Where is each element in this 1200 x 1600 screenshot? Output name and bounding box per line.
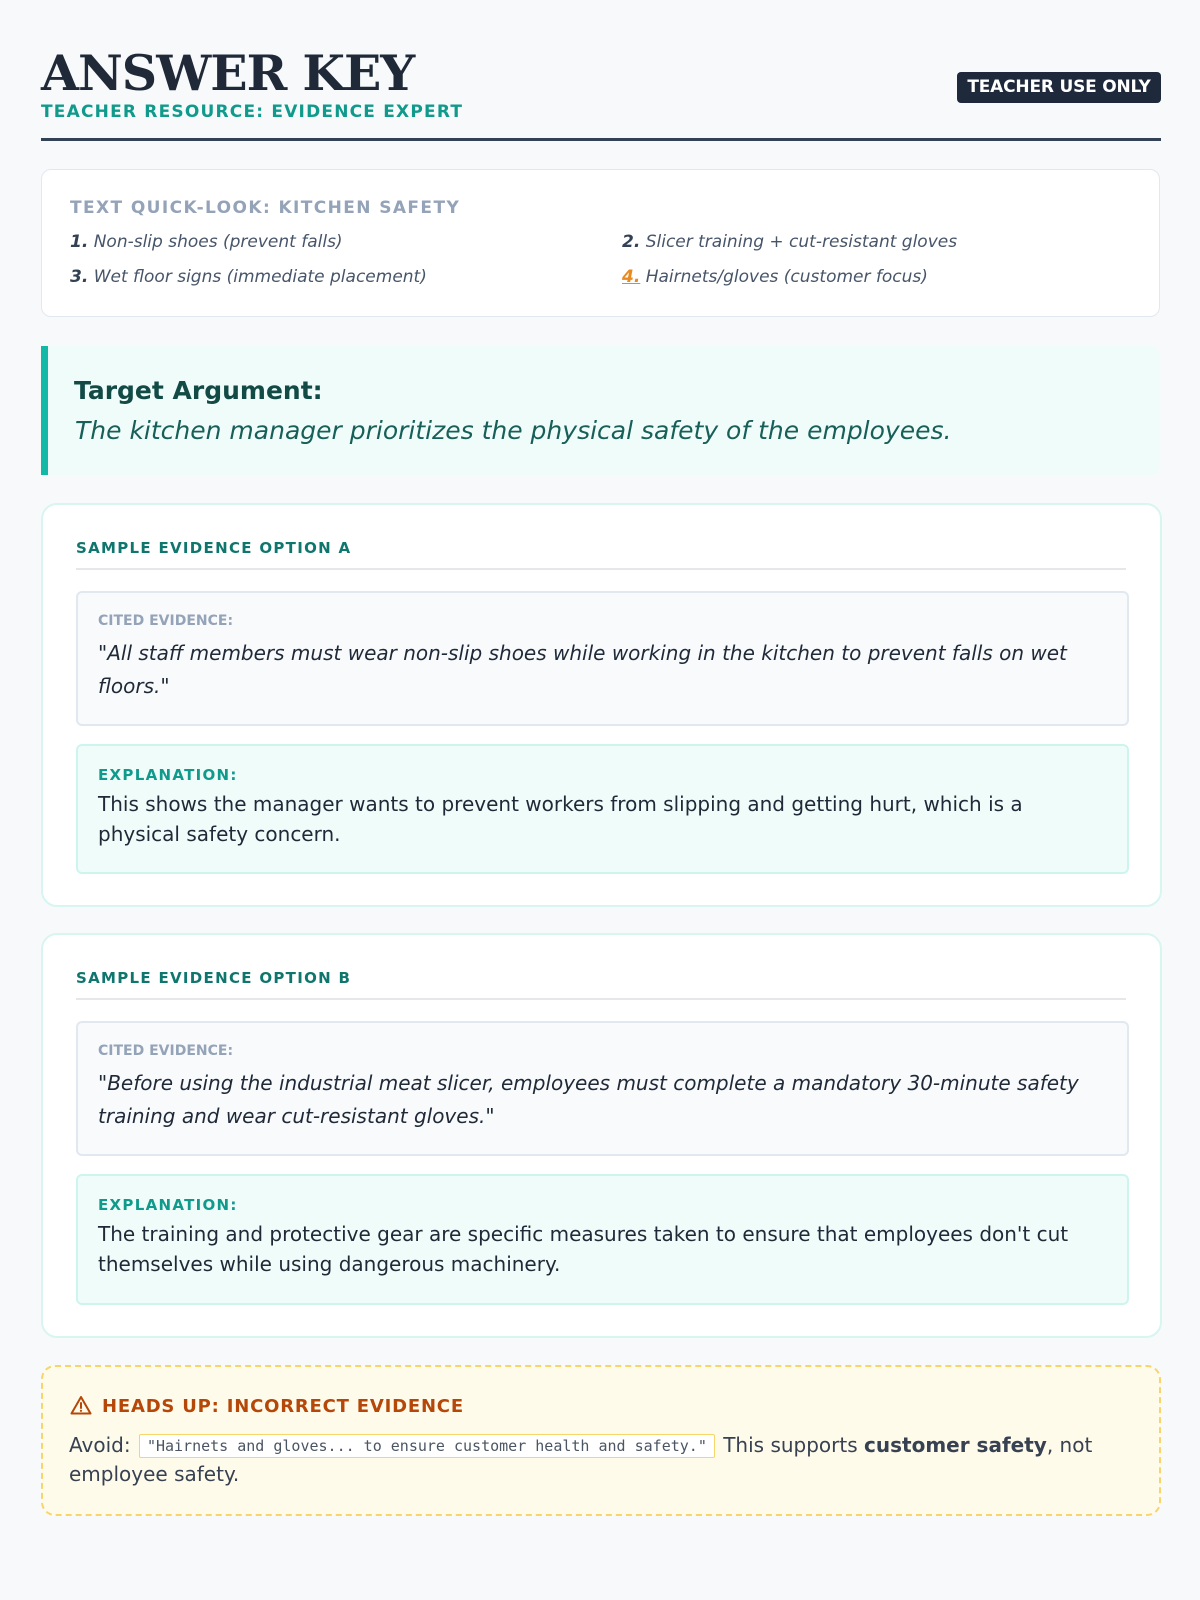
evidence-option-heading: SAMPLE EVIDENCE OPTION A <box>76 539 1126 570</box>
quick-look-item <box>622 232 957 252</box>
warning-emphasis: customer safety <box>864 1433 1047 1457</box>
cited-evidence-box <box>76 591 1129 726</box>
explanation-text: The training and protective gear are specific measures taken to ensure that employees don't cut themselves while using dangerous machinery. <box>98 1222 1069 1276</box>
quick-look-text: Slicer training + cut-resistant gloves <box>645 232 958 252</box>
quick-look-item <box>622 267 928 287</box>
explanation-box <box>76 744 1129 874</box>
explanation-label: EXPLANATION: <box>98 1196 238 1214</box>
quick-look-text: Non-slip shoes (prevent falls) <box>93 232 343 252</box>
page-header <box>41 40 1161 141</box>
evidence-option-b-card <box>41 933 1162 1338</box>
target-accent-bar <box>41 346 48 475</box>
page-title: ANSWER KEY <box>41 44 415 102</box>
quick-look-card <box>41 169 1160 317</box>
warning-text <box>69 1431 1129 1489</box>
target-argument-label: Target Argument: <box>74 376 323 405</box>
quick-look-number: 3. <box>70 267 89 287</box>
explanation-box <box>76 1174 1129 1305</box>
target-argument-callout <box>41 346 1160 475</box>
cited-evidence-label: CITED EVIDENCE: <box>98 1043 234 1059</box>
cited-evidence-box <box>76 1021 1129 1156</box>
warning-title-row <box>70 1395 464 1420</box>
quick-look-number: 1. <box>70 232 89 252</box>
teacher-use-badge: TEACHER USE ONLY <box>957 72 1161 103</box>
warning-title: HEADS UP: INCORRECT EVIDENCE <box>102 1396 464 1417</box>
cited-evidence-quote: "All staff members must wear non-slip shoes while working in the kitchen to prevent falls on wet floors." <box>98 641 1067 698</box>
quick-look-title: TEXT QUICK-LOOK: KITCHEN SAFETY <box>70 198 461 218</box>
cited-evidence-quote: "Before using the industrial meat slicer, employees must complete a mandatory 30-minute safety training and wear cut-resistant gloves." <box>98 1071 1079 1128</box>
evidence-option-a-card <box>41 503 1162 907</box>
quick-look-number-flagged: 4. <box>622 267 641 287</box>
explanation-label: EXPLANATION: <box>98 766 238 784</box>
warning-text-before: This supports <box>723 1433 858 1457</box>
incorrect-evidence-warning <box>41 1365 1161 1516</box>
incorrect-evidence-quote: "Hairnets and gloves... to ensure customer health and safety." <box>139 1434 715 1458</box>
quick-look-item <box>70 267 427 287</box>
quick-look-text: Hairnets/gloves (customer focus) <box>645 267 928 287</box>
warning-triangle-icon <box>70 1395 92 1420</box>
evidence-option-heading: SAMPLE EVIDENCE OPTION B <box>76 969 1126 1000</box>
cited-evidence-label: CITED EVIDENCE: <box>98 613 234 629</box>
warning-text-after: , not employee safety. <box>69 1433 1093 1486</box>
quick-look-number: 2. <box>622 232 641 252</box>
target-argument-text: The kitchen manager prioritizes the physical safety of the employees. <box>75 416 952 445</box>
warning-prefix: Avoid: <box>69 1433 131 1457</box>
page-subtitle: TEACHER RESOURCE: EVIDENCE EXPERT <box>41 102 464 122</box>
explanation-text: This shows the manager wants to prevent workers from slipping and getting hurt, which is a physical safety concern. <box>98 792 1023 846</box>
quick-look-text: Wet floor signs (immediate placement) <box>93 267 427 287</box>
quick-look-item <box>70 232 343 252</box>
